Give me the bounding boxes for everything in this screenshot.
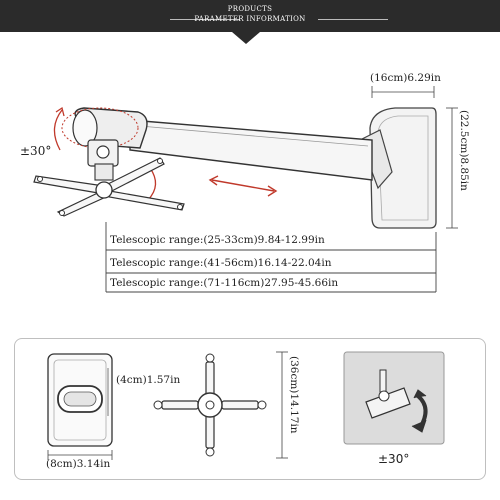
rotation-angle-label: ±30° (20, 144, 52, 158)
header-title: PRODUCTS (227, 5, 273, 13)
slot-width-dimension: (4cm)1.57in (116, 374, 181, 386)
telescopic-range-3: Telescopic range:(71-116cm)27.95-45.66in (110, 277, 339, 289)
telescopic-range-2: Telescopic range:(41-56cm)16.14-22.04in (110, 257, 332, 269)
plate-height-dimension: (22.5cm)8.85in (458, 110, 470, 191)
bracket-size-dimension: (36cm)14.17in (288, 356, 300, 434)
header-subtitle: PARAMETER INFORMATION (194, 15, 306, 23)
tilt-angle-label: ±30° (378, 452, 410, 466)
telescopic-range-1: Telescopic range:(25-33cm)9.84-12.99in (110, 234, 325, 246)
wall-plate-width-dimension: (8cm)3.14in (46, 458, 111, 470)
plate-width-dimension: (16cm)6.29in (370, 72, 441, 84)
